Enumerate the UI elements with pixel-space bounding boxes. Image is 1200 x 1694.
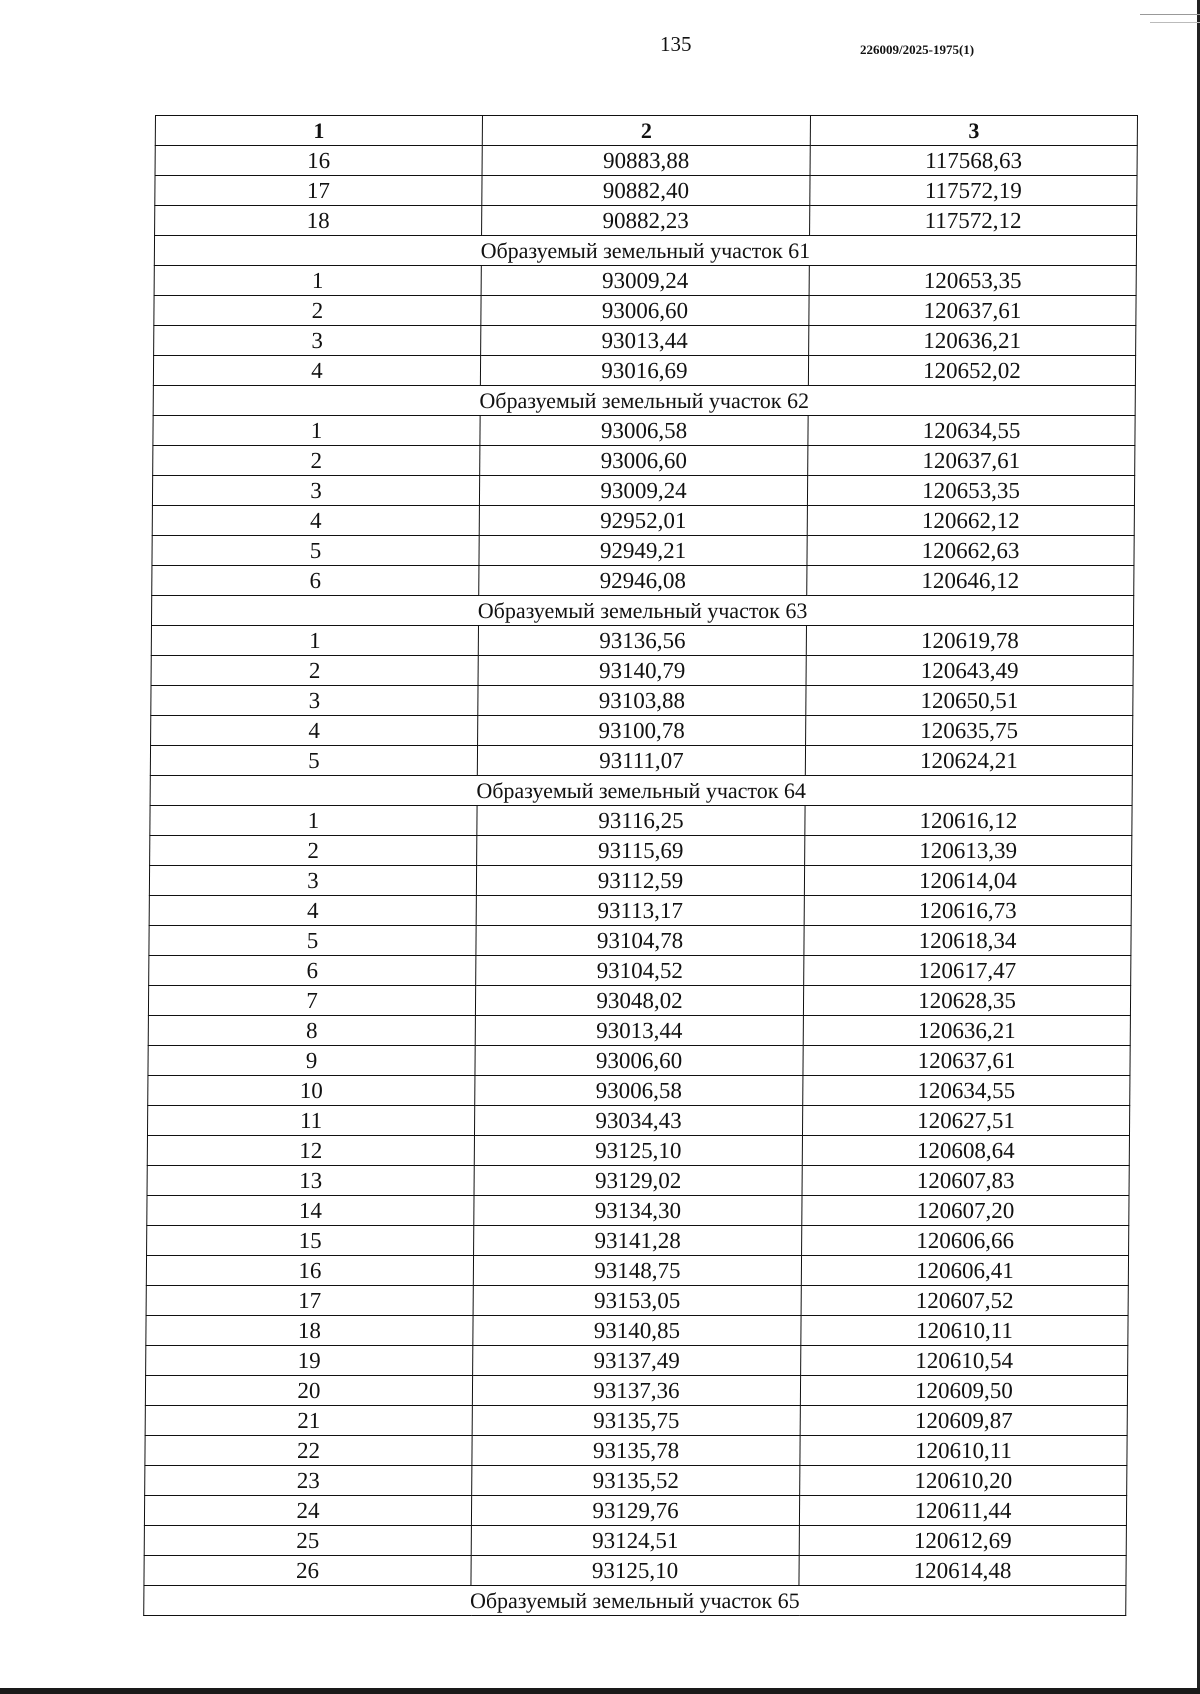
scan-mark bbox=[1150, 22, 1200, 23]
table-row bbox=[152, 506, 1134, 536]
table-row bbox=[151, 626, 1133, 656]
point-number-cell: 5 bbox=[149, 926, 476, 956]
point-number-cell: 1 bbox=[151, 626, 478, 656]
x-coordinate-cell: 93148,75 bbox=[473, 1256, 801, 1286]
table-body bbox=[144, 146, 1138, 1616]
table-row bbox=[145, 1436, 1127, 1466]
x-coordinate-cell: 93125,10 bbox=[474, 1136, 802, 1166]
x-coordinate-cell: 93034,43 bbox=[474, 1106, 802, 1136]
table-row bbox=[149, 956, 1131, 986]
point-number-cell: 3 bbox=[151, 686, 478, 716]
table-row bbox=[144, 1556, 1126, 1586]
table-row bbox=[149, 926, 1131, 956]
x-coordinate-cell: 92946,08 bbox=[479, 566, 807, 596]
point-number-cell: 2 bbox=[154, 296, 481, 326]
point-number-cell: 6 bbox=[152, 566, 479, 596]
table-row bbox=[151, 656, 1133, 686]
table-row bbox=[147, 1226, 1129, 1256]
table-row bbox=[147, 1136, 1129, 1166]
coordinates-table bbox=[143, 115, 1138, 1616]
table-row bbox=[151, 686, 1133, 716]
point-number-cell: 6 bbox=[149, 956, 476, 986]
point-number-cell: 1 bbox=[150, 806, 477, 836]
table-row bbox=[154, 296, 1136, 326]
y-coordinate-cell: 120610,20 bbox=[800, 1466, 1127, 1496]
table-row bbox=[150, 746, 1132, 776]
point-number-cell: 21 bbox=[145, 1406, 472, 1436]
table-row bbox=[147, 1196, 1129, 1226]
y-coordinate-cell: 120606,41 bbox=[801, 1256, 1128, 1286]
x-coordinate-cell: 93129,76 bbox=[471, 1496, 799, 1526]
coordinates-table-container bbox=[143, 115, 1137, 1616]
table-row bbox=[150, 836, 1132, 866]
x-coordinate-cell: 93006,60 bbox=[475, 1046, 803, 1076]
x-coordinate-cell: 90882,40 bbox=[482, 176, 810, 206]
y-coordinate-cell: 120627,51 bbox=[802, 1106, 1129, 1136]
point-number-cell: 22 bbox=[145, 1436, 472, 1466]
section-title: Образуемый земельный участок 64 bbox=[150, 776, 1132, 806]
table-row bbox=[155, 176, 1137, 206]
y-coordinate-cell: 120637,61 bbox=[803, 1046, 1130, 1076]
y-coordinate-cell: 120610,54 bbox=[801, 1346, 1128, 1376]
x-coordinate-cell: 93135,78 bbox=[472, 1436, 800, 1466]
y-coordinate-cell: 120613,39 bbox=[805, 836, 1132, 866]
x-coordinate-cell: 93103,88 bbox=[478, 686, 806, 716]
x-coordinate-cell: 93116,25 bbox=[477, 806, 805, 836]
point-number-cell: 3 bbox=[154, 326, 481, 356]
y-coordinate-cell: 120611,44 bbox=[799, 1496, 1126, 1526]
x-coordinate-cell: 93013,44 bbox=[475, 1016, 803, 1046]
x-coordinate-cell: 93111,07 bbox=[477, 746, 805, 776]
y-coordinate-cell: 120637,61 bbox=[809, 296, 1136, 326]
x-coordinate-cell: 93104,78 bbox=[476, 926, 804, 956]
table-row bbox=[146, 1346, 1128, 1376]
point-number-cell: 3 bbox=[152, 476, 479, 506]
y-coordinate-cell: 120618,34 bbox=[804, 926, 1131, 956]
table-row bbox=[146, 1286, 1128, 1316]
x-coordinate-cell: 93136,56 bbox=[478, 626, 806, 656]
y-coordinate-cell: 120636,21 bbox=[803, 1016, 1130, 1046]
point-number-cell: 14 bbox=[147, 1196, 474, 1226]
point-number-cell: 4 bbox=[152, 506, 479, 536]
table-row bbox=[152, 536, 1134, 566]
table-row bbox=[153, 446, 1135, 476]
point-number-cell: 5 bbox=[150, 746, 477, 776]
y-coordinate-cell: 120610,11 bbox=[800, 1436, 1127, 1466]
point-number-cell: 9 bbox=[148, 1046, 475, 1076]
point-number-cell: 4 bbox=[151, 716, 478, 746]
table-row bbox=[146, 1256, 1128, 1286]
point-number-cell: 4 bbox=[153, 356, 480, 386]
table-row bbox=[145, 1406, 1127, 1436]
table-row bbox=[154, 266, 1136, 296]
point-number-cell: 8 bbox=[148, 1016, 475, 1046]
y-coordinate-cell: 120653,35 bbox=[809, 266, 1136, 296]
point-number-cell: 23 bbox=[145, 1466, 472, 1496]
point-number-cell: 17 bbox=[155, 176, 482, 206]
x-coordinate-cell: 93048,02 bbox=[475, 986, 803, 1016]
table-row bbox=[147, 1106, 1129, 1136]
point-number-cell: 2 bbox=[153, 446, 480, 476]
table-row bbox=[145, 1376, 1127, 1406]
y-coordinate-cell: 120628,35 bbox=[803, 986, 1130, 1016]
section-title: Образуемый земельный участок 63 bbox=[151, 596, 1133, 626]
x-coordinate-cell: 93129,02 bbox=[474, 1166, 802, 1196]
point-number-cell: 10 bbox=[148, 1076, 475, 1106]
y-coordinate-cell: 120662,12 bbox=[807, 506, 1134, 536]
table-row bbox=[148, 1076, 1130, 1106]
y-coordinate-cell: 120614,48 bbox=[799, 1556, 1126, 1586]
point-number-cell: 24 bbox=[144, 1496, 471, 1526]
header-cell: 2 bbox=[482, 116, 810, 146]
y-coordinate-cell: 120637,61 bbox=[808, 446, 1135, 476]
y-coordinate-cell: 120624,21 bbox=[805, 746, 1132, 776]
x-coordinate-cell: 93006,60 bbox=[480, 446, 808, 476]
y-coordinate-cell: 120634,55 bbox=[808, 416, 1135, 446]
table-row bbox=[146, 1316, 1128, 1346]
point-number-cell: 1 bbox=[153, 416, 480, 446]
table-row bbox=[152, 566, 1134, 596]
y-coordinate-cell: 120607,20 bbox=[802, 1196, 1129, 1226]
point-number-cell: 3 bbox=[149, 866, 476, 896]
x-coordinate-cell: 93009,24 bbox=[479, 476, 807, 506]
point-number-cell: 7 bbox=[148, 986, 475, 1016]
x-coordinate-cell: 93006,60 bbox=[481, 296, 809, 326]
table-header-row bbox=[155, 116, 1137, 146]
x-coordinate-cell: 93135,75 bbox=[472, 1406, 800, 1436]
point-number-cell: 2 bbox=[151, 656, 478, 686]
y-coordinate-cell: 120617,47 bbox=[804, 956, 1131, 986]
x-coordinate-cell: 93135,52 bbox=[472, 1466, 800, 1496]
y-coordinate-cell: 120650,51 bbox=[806, 686, 1133, 716]
x-coordinate-cell: 93140,85 bbox=[473, 1316, 801, 1346]
y-coordinate-cell: 120607,83 bbox=[802, 1166, 1129, 1196]
table-row bbox=[150, 806, 1132, 836]
x-coordinate-cell: 93134,30 bbox=[474, 1196, 802, 1226]
document-code: 226009/2025-1975(1) bbox=[860, 42, 975, 57]
point-number-cell: 19 bbox=[146, 1346, 473, 1376]
y-coordinate-cell: 120606,66 bbox=[802, 1226, 1129, 1256]
point-number-cell: 2 bbox=[150, 836, 477, 866]
table-row bbox=[145, 1466, 1127, 1496]
x-coordinate-cell: 92952,01 bbox=[479, 506, 807, 536]
y-coordinate-cell: 120607,52 bbox=[801, 1286, 1128, 1316]
x-coordinate-cell: 93125,10 bbox=[471, 1556, 799, 1586]
x-coordinate-cell: 93009,24 bbox=[481, 266, 809, 296]
section-title: Образуемый земельный участок 61 bbox=[154, 236, 1136, 266]
table-row bbox=[151, 716, 1133, 746]
table-row bbox=[144, 1496, 1126, 1526]
x-coordinate-cell: 93006,58 bbox=[480, 416, 808, 446]
section-title-row bbox=[150, 776, 1132, 806]
x-coordinate-cell: 90882,23 bbox=[482, 206, 810, 236]
x-coordinate-cell: 93124,51 bbox=[471, 1526, 799, 1556]
y-coordinate-cell: 120652,02 bbox=[808, 356, 1135, 386]
table-row bbox=[149, 866, 1131, 896]
point-number-cell: 15 bbox=[147, 1226, 474, 1256]
point-number-cell: 18 bbox=[146, 1316, 473, 1346]
y-coordinate-cell: 120608,64 bbox=[802, 1136, 1129, 1166]
section-title: Образуемый земельный участок 62 bbox=[153, 386, 1135, 416]
scan-mark bbox=[1140, 14, 1200, 15]
y-coordinate-cell: 120634,55 bbox=[803, 1076, 1130, 1106]
y-coordinate-cell: 120614,04 bbox=[804, 866, 1131, 896]
x-coordinate-cell: 93153,05 bbox=[473, 1286, 801, 1316]
point-number-cell: 20 bbox=[145, 1376, 472, 1406]
table-row bbox=[147, 1166, 1129, 1196]
section-title-row bbox=[144, 1586, 1126, 1616]
point-number-cell: 11 bbox=[147, 1106, 474, 1136]
table-row bbox=[153, 416, 1135, 446]
point-number-cell: 12 bbox=[147, 1136, 474, 1166]
point-number-cell: 1 bbox=[154, 266, 481, 296]
table-row bbox=[154, 326, 1136, 356]
point-number-cell: 18 bbox=[155, 206, 482, 236]
x-coordinate-cell: 93113,17 bbox=[476, 896, 804, 926]
point-number-cell: 26 bbox=[144, 1556, 471, 1586]
scan-edge-bottom bbox=[0, 1688, 1200, 1694]
x-coordinate-cell: 93104,52 bbox=[476, 956, 804, 986]
table-row bbox=[155, 146, 1137, 176]
x-coordinate-cell: 93013,44 bbox=[481, 326, 809, 356]
header-cell: 1 bbox=[155, 116, 482, 146]
x-coordinate-cell: 90883,88 bbox=[482, 146, 810, 176]
y-coordinate-cell: 117568,63 bbox=[810, 146, 1137, 176]
table-row bbox=[144, 1526, 1126, 1556]
y-coordinate-cell: 120609,50 bbox=[800, 1376, 1127, 1406]
point-number-cell: 16 bbox=[146, 1256, 473, 1286]
y-coordinate-cell: 120646,12 bbox=[807, 566, 1134, 596]
section-title-row bbox=[154, 236, 1136, 266]
y-coordinate-cell: 120609,87 bbox=[800, 1406, 1127, 1436]
y-coordinate-cell: 120619,78 bbox=[806, 626, 1133, 656]
y-coordinate-cell: 120643,49 bbox=[806, 656, 1133, 686]
page-number: 135 bbox=[660, 32, 692, 56]
x-coordinate-cell: 93006,58 bbox=[475, 1076, 803, 1106]
x-coordinate-cell: 93140,79 bbox=[478, 656, 806, 686]
y-coordinate-cell: 120653,35 bbox=[807, 476, 1134, 506]
x-coordinate-cell: 93100,78 bbox=[478, 716, 806, 746]
x-coordinate-cell: 92949,21 bbox=[479, 536, 807, 566]
y-coordinate-cell: 117572,19 bbox=[810, 176, 1137, 206]
point-number-cell: 13 bbox=[147, 1166, 474, 1196]
y-coordinate-cell: 120662,63 bbox=[807, 536, 1134, 566]
y-coordinate-cell: 120635,75 bbox=[806, 716, 1133, 746]
x-coordinate-cell: 93016,69 bbox=[480, 356, 808, 386]
table-row bbox=[149, 896, 1131, 926]
table-row bbox=[155, 206, 1137, 236]
point-number-cell: 25 bbox=[144, 1526, 471, 1556]
header-cell: 3 bbox=[810, 116, 1137, 146]
x-coordinate-cell: 93115,69 bbox=[477, 836, 805, 866]
table-row bbox=[148, 1016, 1130, 1046]
point-number-cell: 16 bbox=[155, 146, 482, 176]
x-coordinate-cell: 93112,59 bbox=[476, 866, 804, 896]
y-coordinate-cell: 120616,12 bbox=[805, 806, 1132, 836]
point-number-cell: 4 bbox=[149, 896, 476, 926]
y-coordinate-cell: 120612,69 bbox=[799, 1526, 1126, 1556]
y-coordinate-cell: 120616,73 bbox=[804, 896, 1131, 926]
x-coordinate-cell: 93137,49 bbox=[473, 1346, 801, 1376]
table-row bbox=[153, 356, 1135, 386]
point-number-cell: 17 bbox=[146, 1286, 473, 1316]
y-coordinate-cell: 117572,12 bbox=[810, 206, 1137, 236]
section-title: Образуемый земельный участок 65 bbox=[144, 1586, 1126, 1616]
x-coordinate-cell: 93141,28 bbox=[474, 1226, 802, 1256]
table-row bbox=[148, 986, 1130, 1016]
y-coordinate-cell: 120610,11 bbox=[801, 1316, 1128, 1346]
section-title-row bbox=[151, 596, 1133, 626]
point-number-cell: 5 bbox=[152, 536, 479, 566]
y-coordinate-cell: 120636,21 bbox=[809, 326, 1136, 356]
section-title-row bbox=[153, 386, 1135, 416]
x-coordinate-cell: 93137,36 bbox=[472, 1376, 800, 1406]
table-row bbox=[148, 1046, 1130, 1076]
table-row bbox=[152, 476, 1134, 506]
